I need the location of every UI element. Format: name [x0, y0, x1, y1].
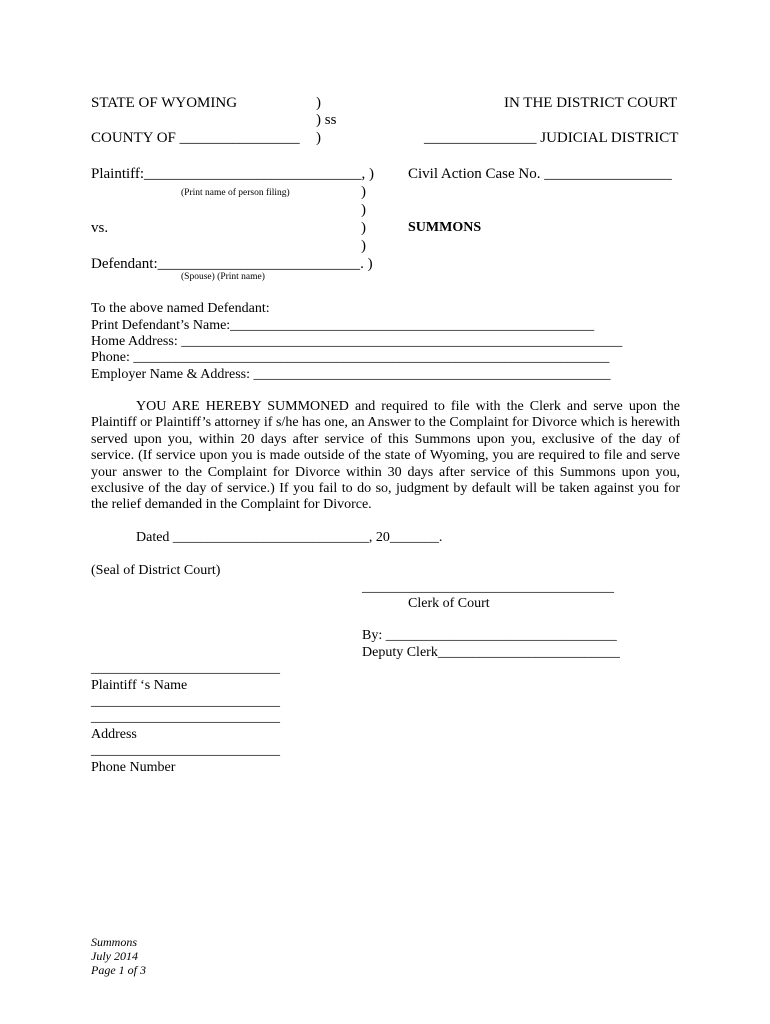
clerk-signature-line[interactable]: ____________________________________	[362, 580, 614, 595]
caption-paren: )	[361, 202, 366, 218]
address-label: Address	[91, 727, 137, 742]
address-line[interactable]: ___________________________	[91, 710, 280, 725]
defendant-intro: To the above named Defendant:	[91, 301, 270, 316]
employer-field[interactable]: Employer Name & Address: ___________________________________________________	[91, 367, 611, 382]
document-title: SUMMONS	[408, 220, 482, 235]
dated-field[interactable]: Dated ____________________________, 20_______.	[136, 530, 443, 545]
phone-number-line[interactable]: ___________________________	[91, 743, 280, 758]
caption-paren: )	[316, 95, 321, 111]
defendant-name-field[interactable]: Print Defendant’s Name:____________________________________________________	[91, 318, 595, 333]
county-heading: COUNTY OF ________________	[91, 130, 300, 146]
seal-label: (Seal of District Court)	[91, 563, 221, 578]
caption-paren: )	[361, 184, 366, 200]
defendant-field[interactable]: Defendant:___________________________. )	[91, 256, 373, 272]
vs-label: vs.	[91, 220, 109, 236]
footer-page: Page 1 of 3	[91, 963, 146, 977]
footer-doc-name: Summons	[91, 935, 138, 949]
deputy-clerk-field[interactable]: Deputy Clerk__________________________	[362, 645, 620, 660]
defendant-note: (Spouse) (Print name)	[181, 272, 265, 282]
plaintiff-name-label: Plaintiff ‘s Name	[91, 678, 188, 693]
caption-paren: )	[361, 238, 366, 254]
phone-number-label: Phone Number	[91, 760, 176, 775]
footer-date: July 2014	[91, 949, 138, 963]
plaintiff-name-line[interactable]: ___________________________	[91, 661, 280, 676]
home-address-field[interactable]: Home Address: _______________________________________________________________	[91, 334, 623, 349]
summons-paragraph	[91, 399, 680, 514]
ss-marker: ) ss	[316, 112, 337, 128]
case-number-field[interactable]: Civil Action Case No. _________________	[408, 166, 672, 182]
plaintiff-note: (Print name of person filing)	[181, 188, 290, 198]
caption-paren: )	[316, 130, 321, 146]
clerk-label: Clerk of Court	[408, 596, 490, 611]
court-heading: IN THE DISTRICT COURT	[504, 95, 678, 111]
phone-field[interactable]: Phone: ____________________________________________________________________	[91, 350, 610, 365]
state-heading: STATE OF WYOMING	[91, 95, 238, 111]
by-field[interactable]: By: _________________________________	[362, 628, 617, 643]
caption-paren: )	[361, 220, 366, 236]
judicial-district: _______________ JUDICIAL DISTRICT	[424, 130, 679, 146]
address-line[interactable]: ___________________________	[91, 694, 280, 709]
plaintiff-field[interactable]: Plaintiff:_____________________________, )	[91, 166, 375, 182]
summons-text: YOU ARE HEREBY SUMMONED and required to file with the Clerk and serve upon the Plaintiff or Plaintiff’s attorney if s/he has one, an Answer to the Complaint for Divorce which is herewith served upon you, within 20 days after service of this Summons upon you, exclusive of the day of service. (If service upon you is made outside of the state of Wyoming, you are required to file and serve your answer to the Complaint for Divorce within 30 days after service of this Summons upon you, exclusive of the day of service.) If you fail to do so, judgment by default will be taken against you for the relief demanded in the Complaint for Divorce.	[91, 399, 680, 513]
